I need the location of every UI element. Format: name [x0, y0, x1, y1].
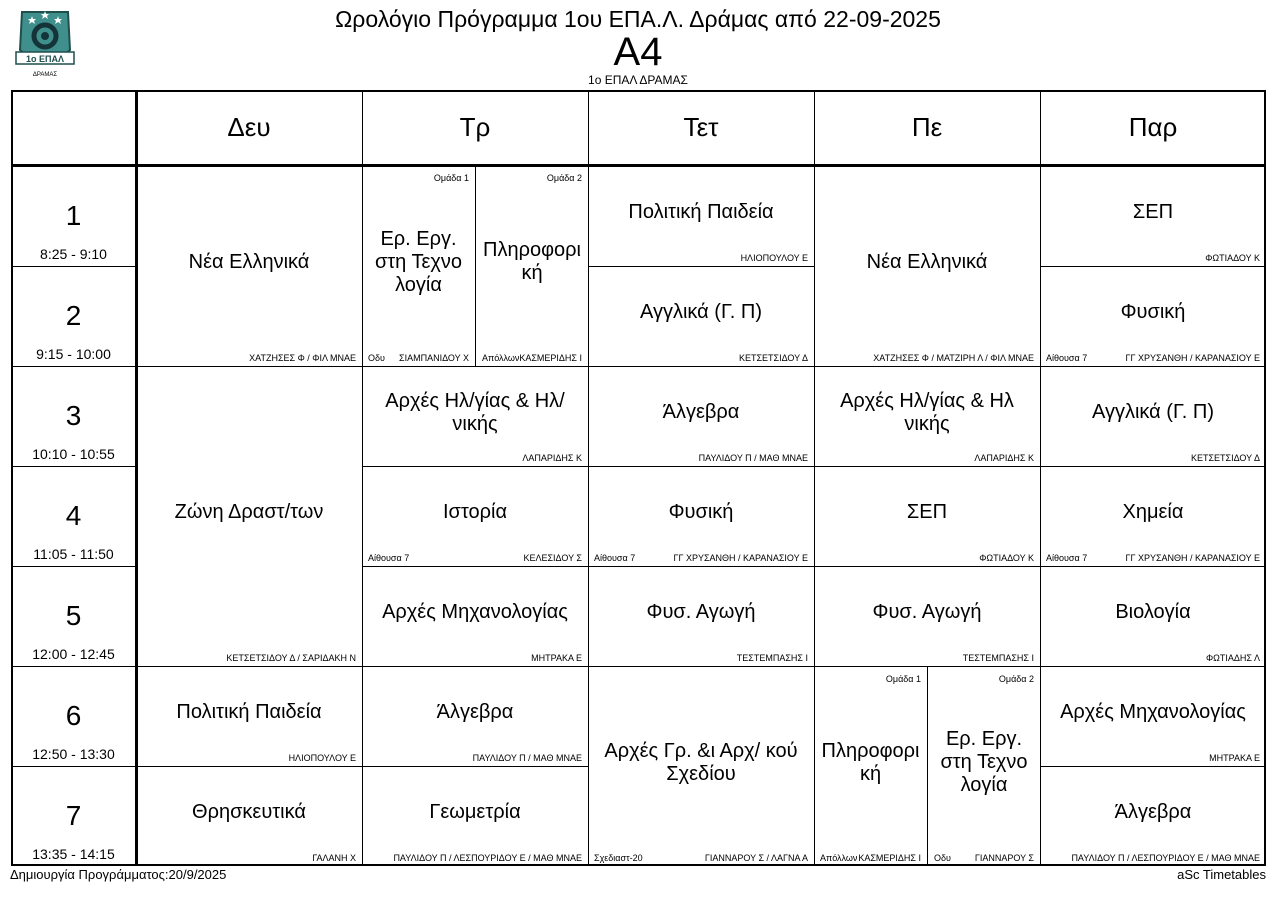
lesson-subject: Ιστορία	[442, 501, 508, 523]
lesson-room: Αίθουσα 7	[1046, 353, 1088, 363]
period-row-separator	[11, 466, 136, 467]
lesson-cell[interactable]	[136, 766, 362, 866]
lesson-cell[interactable]	[136, 666, 362, 766]
lesson-group: Ομάδα 1	[433, 173, 469, 183]
created-date: Δημιουργία Προγράμματος:20/9/2025	[10, 867, 227, 882]
lesson-cell[interactable]	[814, 166, 1040, 366]
school-name: 1ο ΕΠΑΛ ΔΡΑΜΑΣ	[588, 73, 688, 87]
lesson-teacher: ΚΑΣΜΕΡΙΔΗΣ Ι	[519, 353, 582, 363]
lesson-subject: Χημεία	[1122, 501, 1184, 523]
lesson-teacher: ΜΗΤΡΑΚΑ Ε	[1209, 753, 1260, 763]
period-number: 5	[65, 600, 82, 631]
lesson-cell[interactable]	[1040, 166, 1266, 266]
lesson-subject: Άλγεβρα	[662, 401, 740, 423]
lesson-subject: Αρχές Μηχανολογίας	[382, 601, 568, 623]
lesson-subject: Φυσική	[1120, 301, 1186, 323]
lesson-subject: Γεωμετρία	[429, 801, 521, 823]
day-header: Παρ	[1128, 112, 1178, 142]
lesson-cell[interactable]	[814, 666, 927, 866]
lesson-cell[interactable]	[927, 666, 1040, 866]
lesson-subject: Φυσ. Αγωγή	[646, 601, 756, 623]
lesson-cell[interactable]	[588, 566, 814, 666]
lesson-subject: Αρχές Γρ. &ι Αρχ/ κού Σχεδίου	[604, 740, 798, 785]
lesson-cell[interactable]	[1040, 666, 1266, 766]
period-time: 10:10 - 10:55	[32, 446, 115, 462]
lesson-teacher: ΦΩΤΙΑΔΗΣ Λ	[1206, 653, 1260, 663]
lesson-cell[interactable]	[136, 166, 362, 366]
lesson-subject: Πληροφορι κή	[483, 239, 581, 284]
lesson-teacher: ΠΑΥΛΙΔΟΥ Π / ΜΑΘ ΜΝΑΕ	[698, 453, 808, 463]
lesson-group: Ομάδα 1	[885, 674, 921, 684]
lesson-room: Αίθουσα 7	[1046, 553, 1088, 563]
lesson-teacher: ΗΛΙΟΠΟΥΛΟΥ Ε	[740, 253, 808, 263]
lesson-group: Ομάδα 2	[546, 173, 582, 183]
lesson-teacher: ΓΙΑΝΝΑΡΟΥ Σ	[974, 853, 1034, 863]
logo-text: 1ο ΕΠΑΛ	[25, 54, 65, 64]
lesson-teacher: ΓΓ ΧΡΥΣΑΝΘΗ / ΚΑΡΑΝΑΣΙΟΥ Ε	[1125, 553, 1260, 563]
period-number: 4	[65, 500, 82, 531]
lesson-subject: Αρχές Ηλ/γίας & Ηλ νικής	[840, 390, 1014, 435]
day-header: Πε	[911, 112, 943, 142]
lesson-cell[interactable]	[1040, 566, 1266, 666]
lesson-room: Σχεδιαστ-20	[594, 853, 643, 863]
period-row-separator	[11, 366, 136, 367]
lesson-teacher: ΚΕΤΣΕΤΣΙΔΟΥ Δ / ΣΑΡΙΔΑΚΗ Ν	[226, 653, 356, 663]
lesson-cell[interactable]	[362, 666, 588, 766]
lesson-cell[interactable]	[588, 466, 814, 566]
lesson-subject: Πληροφορι κή	[821, 740, 920, 785]
lesson-teacher: ΓΓ ΧΡΥΣΑΝΘΗ / ΚΑΡΑΝΑΣΙΟΥ Ε	[1125, 353, 1260, 363]
lesson-subject: ΣΕΠ	[906, 501, 948, 523]
period-time: 12:00 - 12:45	[32, 646, 115, 662]
lesson-subject: Θρησκευτικά	[192, 801, 306, 823]
lesson-subject: Αγγλικά (Γ. Π)	[1092, 401, 1214, 423]
day-header: Τρ	[459, 112, 491, 142]
period-row-separator	[11, 266, 136, 267]
lesson-teacher: ΜΗΤΡΑΚΑ Ε	[531, 653, 582, 663]
lesson-subject: ΣΕΠ	[1132, 201, 1174, 223]
lesson-subject: Ερ. Εργ. στη Τεχνο λογία	[374, 228, 463, 296]
lesson-teacher: ΠΑΥΛΙΔΟΥ Π / ΜΑΘ ΜΝΑΕ	[472, 753, 582, 763]
lesson-room: Απόλλων	[820, 853, 858, 863]
lesson-cell[interactable]	[136, 366, 362, 666]
lesson-cell[interactable]	[1040, 766, 1266, 866]
lesson-subject: Ερ. Εργ. στη Τεχνο λογία	[940, 728, 1028, 796]
lesson-room: Αίθουσα 7	[368, 553, 410, 563]
period-number: 6	[65, 700, 82, 731]
lesson-cell[interactable]	[588, 666, 814, 866]
class-name: Α4	[613, 30, 663, 74]
lesson-cell[interactable]	[362, 166, 475, 366]
period-time: 12:50 - 13:30	[32, 746, 115, 762]
period-number: 1	[65, 200, 82, 231]
lesson-subject: Νέα Ελληνικά	[188, 251, 310, 273]
lesson-teacher: ΓΑΛΑΝΗ Χ	[312, 853, 356, 863]
lesson-subject: Φυσική	[668, 501, 734, 523]
lesson-cell[interactable]	[1040, 466, 1266, 566]
lesson-subject: Αρχές Μηχανολογίας	[1060, 701, 1246, 723]
period-time: 13:35 - 14:15	[32, 846, 115, 862]
period-number: 2	[65, 300, 82, 331]
lesson-teacher: ΚΕΛΕΣΙΔΟΥ Σ	[523, 553, 582, 563]
page-title: Ωρολόγιο Πρόγραμμα 1ου ΕΠΑ.Λ. Δράμας από 22-09-2025	[335, 6, 941, 32]
day-header: Δευ	[227, 112, 271, 142]
lesson-group: Ομάδα 2	[998, 674, 1034, 684]
lesson-cell[interactable]	[588, 266, 814, 366]
lesson-cell[interactable]	[588, 166, 814, 266]
period-time: 9:15 - 10:00	[36, 346, 111, 362]
lesson-subject: Βιολογία	[1115, 601, 1191, 623]
lesson-cell[interactable]	[814, 466, 1040, 566]
lesson-teacher: ΤΕΣΤΕΜΠΑΣΗΣ Ι	[962, 653, 1034, 663]
lesson-cell[interactable]	[1040, 266, 1266, 366]
period-time: 11:05 - 11:50	[33, 546, 114, 562]
lesson-teacher: ΤΕΣΤΕΜΠΑΣΗΣ Ι	[736, 653, 808, 663]
lesson-room: Οδυ	[934, 853, 951, 863]
period-number: 3	[65, 400, 82, 431]
lesson-teacher: ΣΙΑΜΠΑΝΙΔΟΥ Χ	[399, 353, 469, 363]
lesson-subject: Νέα Ελληνικά	[866, 251, 988, 273]
day-header: Τετ	[683, 112, 719, 142]
lesson-room: Αίθουσα 7	[594, 553, 636, 563]
lesson-subject: Φυσ. Αγωγή	[872, 601, 982, 623]
lesson-cell[interactable]	[475, 166, 588, 366]
lesson-teacher: ΦΩΤΙΑΔΟΥ Κ	[979, 553, 1034, 563]
lesson-subject: Πολιτική Παιδεία	[628, 201, 774, 223]
lesson-teacher: ΗΛΙΟΠΟΥΛΟΥ Ε	[288, 753, 356, 763]
lesson-teacher: ΓΙΑΝΝΑΡΟΥ Σ / ΛΑΓΝΑ Α	[704, 853, 808, 863]
period-row-separator	[11, 566, 136, 567]
lesson-cell[interactable]	[362, 366, 588, 466]
lesson-subject: Άλγεβρα	[1114, 801, 1192, 823]
period-number: 7	[65, 800, 82, 831]
lesson-cell[interactable]	[588, 366, 814, 466]
lesson-cell[interactable]	[362, 566, 588, 666]
period-row-separator	[11, 666, 136, 667]
period-row-separator	[11, 766, 136, 767]
lesson-cell[interactable]	[362, 466, 588, 566]
lesson-room: Απόλλων	[482, 353, 520, 363]
lesson-cell[interactable]	[362, 766, 588, 866]
lesson-teacher: ΠΑΥΛΙΔΟΥ Π / ΛΕΣΠΟΥΡΙΔΟΥ Ε / ΜΑΘ ΜΝΑΕ	[1071, 853, 1260, 863]
lesson-teacher: ΚΕΤΣΕΤΣΙΔΟΥ Δ	[738, 353, 808, 363]
lesson-teacher: ΠΑΥΛΙΔΟΥ Π / ΛΕΣΠΟΥΡΙΔΟΥ Ε / ΜΑΘ ΜΝΑΕ	[393, 853, 582, 863]
lesson-subject: Αγγλικά (Γ. Π)	[640, 301, 762, 323]
logo-caption: ΔΡΑΜΑΣ	[32, 72, 58, 78]
lesson-teacher: ΚΕΤΣΕΤΣΙΔΟΥ Δ	[1190, 453, 1260, 463]
lesson-subject: Πολιτική Παιδεία	[176, 701, 322, 723]
period-time: 8:25 - 9:10	[40, 246, 107, 262]
lesson-teacher: ΛΑΠΑΡΙΔΗΣ Κ	[522, 453, 582, 463]
lesson-cell[interactable]	[1040, 366, 1266, 466]
lesson-subject: Αρχές Ηλ/γίας & Ηλ/ νικής	[385, 390, 565, 435]
lesson-teacher: ΦΩΤΙΑΔΟΥ Κ	[1205, 253, 1260, 263]
software-credit: aSc Timetables	[1177, 867, 1266, 882]
lesson-teacher: ΧΑΤΖΗΣΕΣ Φ / ΜΑΤΖΙΡΗ Λ / ΦΙΛ ΜΝΑΕ	[873, 353, 1034, 363]
lesson-cell[interactable]	[814, 366, 1040, 466]
lesson-subject: Ζώνη Δραστ/των	[174, 501, 324, 523]
lesson-teacher: ΚΑΣΜΕΡΙΔΗΣ Ι	[858, 853, 921, 863]
lesson-teacher: ΧΑΤΖΗΣΕΣ Φ / ΦΙΛ ΜΝΑΕ	[249, 353, 356, 363]
lesson-teacher: ΛΑΠΑΡΙΔΗΣ Κ	[974, 453, 1034, 463]
lesson-room: Οδυ	[368, 353, 385, 363]
lesson-subject: Άλγεβρα	[436, 701, 514, 723]
lesson-teacher: ΓΓ ΧΡΥΣΑΝΘΗ / ΚΑΡΑΝΑΣΙΟΥ Ε	[673, 553, 808, 563]
lesson-cell[interactable]	[814, 566, 1040, 666]
